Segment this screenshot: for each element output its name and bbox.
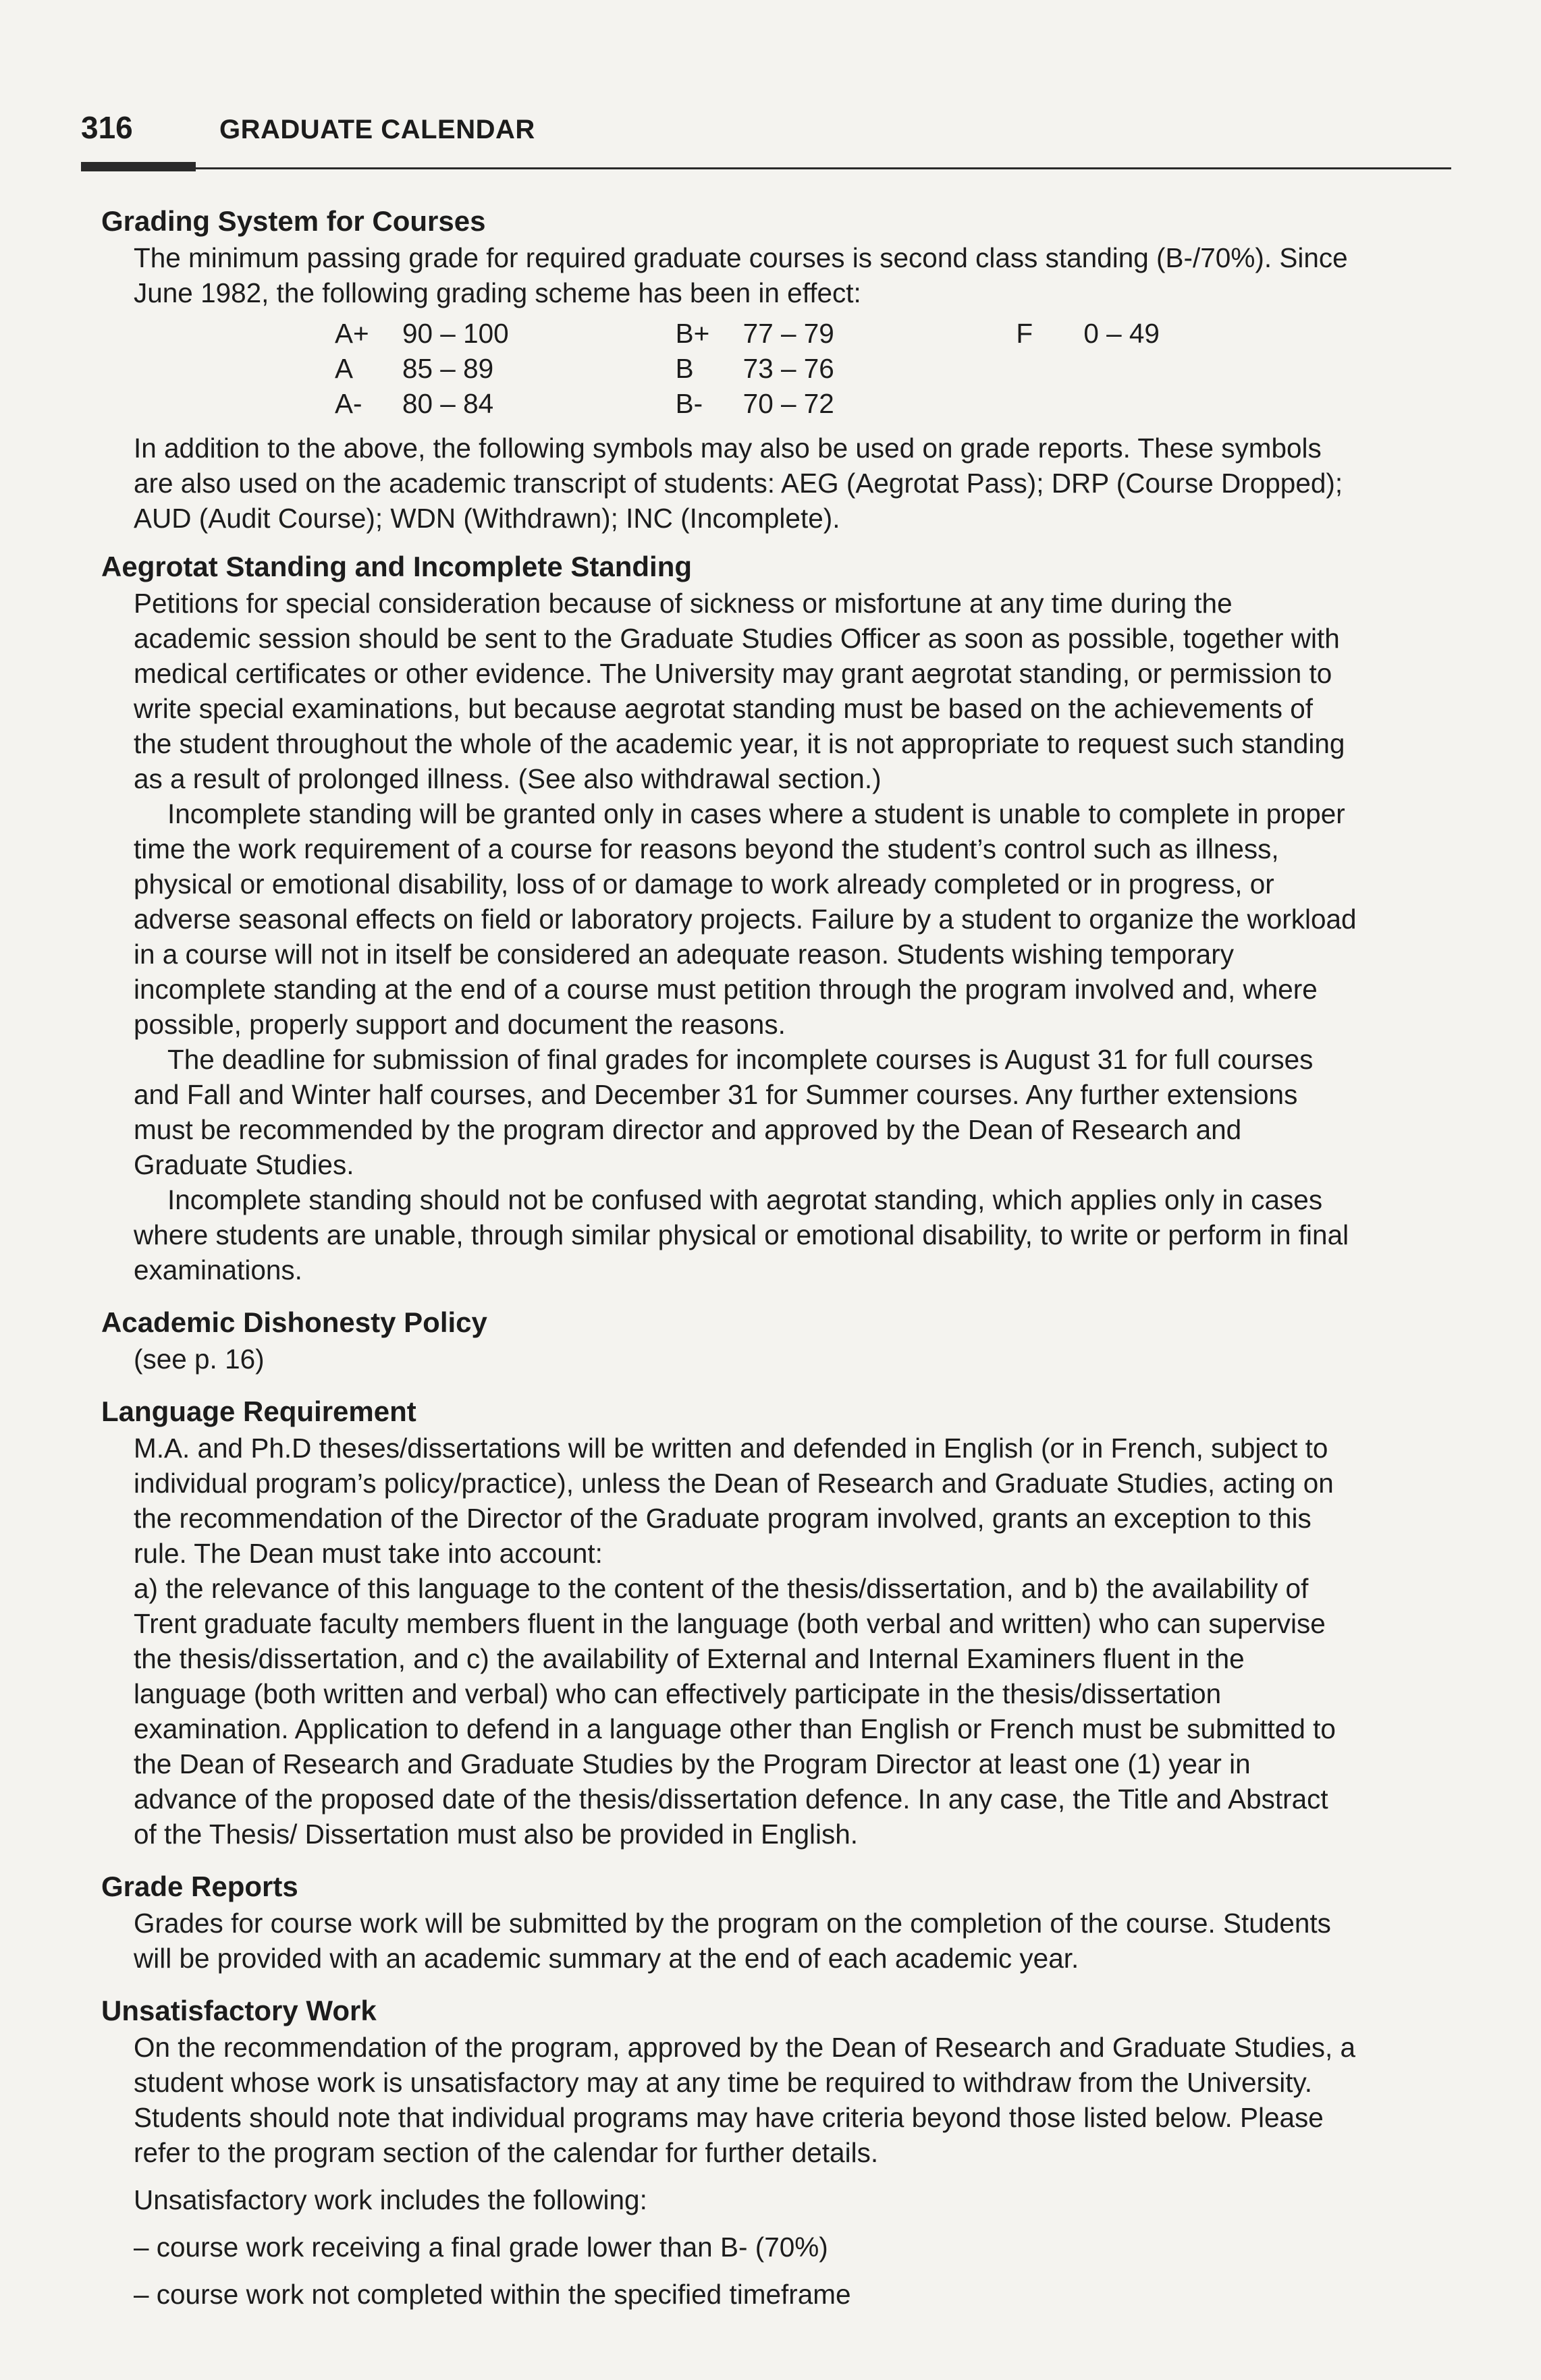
section-heading: Grading System for Courses [101,205,486,237]
grading-intro: The minimum passing grade for required graduate courses is second class standing (B-/70%). Since June 1982, the following grading scheme has been in effect: [134,242,1348,308]
section-heading: Aegrotat Standing and Incomplete Standing [101,551,693,582]
paragraph: Petitions for special consideration because of sickness or misfortune at any time during the academic session should be sent to the Graduate Studies Officer as soon as possible, together with medical certificates or other evidence. The University may grant aegrotat standing, or permission to write special examinations, but because aegrotat standing must be based on the achievements of the student throughout the whole of the academic year, it is not appropriate to request such standing as a result of prolonged illness. (See also withdrawal section.) [134,588,1345,794]
header-rule [196,167,1451,169]
grade-row [676,386,1017,421]
section-aegrotat [101,548,1357,1288]
grading-symbols: In addition to the above, the following symbols may also be used on grade reports. These symbols are also used on the academic transcript of students: AEG (Aegrotat Pass); DRP (Course Dropped); AUD (Audit Course); WDN (Withdrawn); INC (Incomplete). [134,433,1343,534]
page-number: 316 [81,110,133,145]
grade-row [335,351,676,386]
paragraph: Grades for course work will be submitted by the program on the completion of the course. Students will be provided with an academic summary at the end of each academic year. [134,1908,1331,1974]
grade-column [335,316,676,421]
section-grade-reports [101,1868,1357,1976]
section-grading-system [101,202,1357,536]
section-heading: Grade Reports [101,1871,298,1902]
grade-letter: A+ [335,318,369,349]
grade-letter: A [335,353,354,384]
grade-range: 85 – 89 [402,353,494,384]
grade-row [335,386,676,421]
section-heading: Unsatisfactory Work [101,1995,377,2026]
grade-column [676,316,1017,421]
grade-letter: B+ [675,318,710,349]
section-language-requirement [101,1393,1357,1852]
list-item: – course work receiving a final grade lower than B- (70%) [134,2232,828,2263]
grade-range: 0 – 49 [1083,318,1160,349]
paragraph: M.A. and Ph.D theses/dissertations will be written and defended in English (or in French, subject to individual program’s policy/practice), unless the Dean of Research and Graduate Studies, acting on the recommendation of the Director of the Graduate program involved, grants an exception to this rule. The Dean must take into account: [134,1433,1334,1569]
grade-letter: B- [675,388,703,419]
section-unsatisfactory-work [101,1992,1357,2312]
grade-table [335,316,1357,421]
paragraph: a) the relevance of this language to the content of the thesis/dissertation, and b) the availability of Trent graduate faculty members fluent in the language (both verbal and written) who can supervise the thesis/dissertation, and c) the availability of External and Internal Examiners fluent in the language (both written and verbal) who can effectively participate in the thesis/dissertation examination. Application to defend in a language other than English or French must be submitted to the Dean of Research and Graduate Studies by the Program Director at least one (1) year in advance of the proposed date of the thesis/dissertation defence. In any case, the Title and Abstract of the Thesis/ Dissertation must also be provided in English. [134,1573,1336,1850]
list-item: – course work not completed within the specified timeframe [134,2279,851,2310]
grade-row [676,351,1017,386]
section-heading: Academic Dishonesty Policy [101,1306,487,1338]
grade-letter: F [1016,318,1033,349]
grade-range: 70 – 72 [742,388,834,419]
list-intro: Unsatisfactory work includes the following: [134,2184,647,2215]
grade-letter: B [675,353,694,384]
page-reference: (see p. 16) [134,1344,265,1375]
grade-range: 90 – 100 [402,318,509,349]
grade-range: 80 – 84 [402,388,494,419]
grade-column [1016,316,1357,421]
header-rule-thick [81,162,196,171]
paragraph: Incomplete standing should not be confused with aegrotat standing, which applies only in cases where students are unable, through similar physical or emotional disability, to write or perform in final examinations. [134,1184,1349,1285]
paragraph: On the recommendation of the program, approved by the Dean of Research and Graduate Studies, a student whose work is unsatisfactory may at any time be required to withdraw from the University. Students should note that individual programs may have criteria beyond those listed below. Please refer to the program section of the calendar for further details. [134,2032,1356,2168]
grade-range: 73 – 76 [742,353,834,384]
running-title: GRADUATE CALENDAR [219,115,535,144]
grade-row [1016,316,1357,351]
paragraph: The deadline for submission of final grades for incomplete courses is August 31 for full courses and Fall and Winter half courses, and December 31 for Summer courses. Any further extensions must be recommended by the program director and approved by the Dean of Research and Graduate Studies. [134,1044,1314,1180]
page-content [101,202,1357,2312]
paragraph: Incomplete standing will be granted only in cases where a student is unable to complete in proper time the work requirement of a course for reasons beyond the student’s control such as illness, physical or emotional disability, loss of or damage to work already completed or in progress, or adverse seasonal effects on field or laboratory projects. Failure by a student to organize the workload in a course will not in itself be considered an adequate reason. Students wishing temporary incomplete standing at the end of a course must petition through the program involved and, where possible, properly support and document the reasons. [134,798,1357,1040]
grade-range: 77 – 79 [742,318,834,349]
grade-letter: A- [335,388,362,419]
section-heading: Language Requirement [101,1395,416,1427]
grade-row [335,316,676,351]
grade-row [676,316,1017,351]
section-academic-dishonesty [101,1304,1357,1377]
